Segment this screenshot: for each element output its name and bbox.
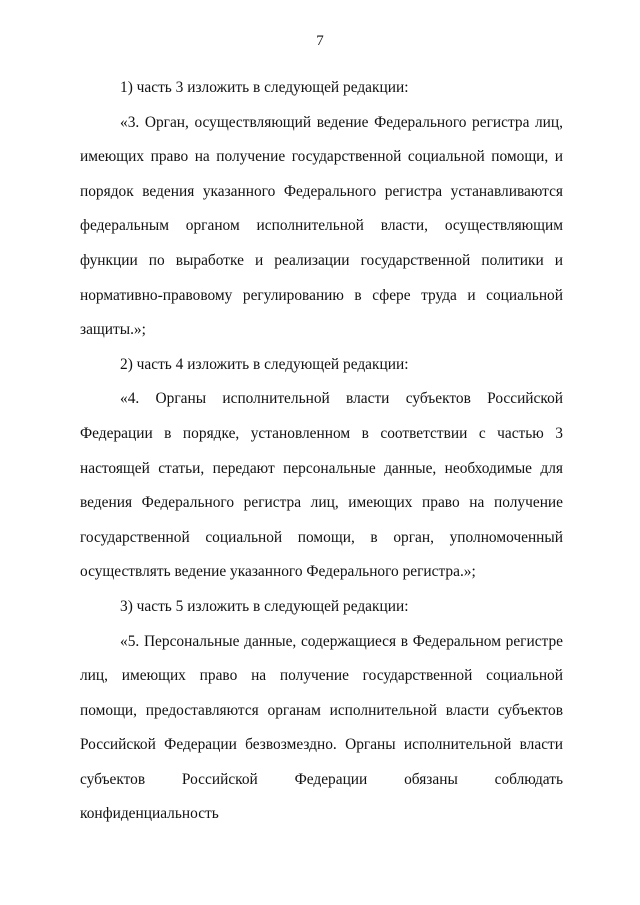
page-number: 7 — [316, 33, 324, 49]
paragraph-item-1: 1) часть 3 изложить в следующей редакции: — [120, 79, 409, 96]
paragraph-item-2: 2) часть 4 изложить в следующей редакции: — [120, 355, 409, 373]
paragraph-part-4-text: «4. Органы исполнительной власти субъектов Российской Федерации в порядке, установленном в соответствии с частью 3 настоящей статьи, передают персональные данные, необходимые для ведения Федерального регистра лиц, имеющих право на получение государственной социальной помощи, в орган, уполномоченный осуществлять ведение указанного Федерального регистра.»; — [80, 390, 563, 581]
paragraph-part-3-text: «3. Орган, осуществляющий ведение Федерального регистра лиц, имеющих право на получение государственной социальной помощи, и порядок ведения указанного Федерального регистра устанавливаются федеральным органом исполнительной власти, осуществляющим функции по выработке и реализации государственной политики и нормативно-правовому регулированию в сфере труда и социальной защиты.»; — [80, 113, 563, 339]
paragraph-item-3: 3) часть 5 изложить в следующей редакции: — [120, 597, 409, 615]
paragraph-part-5-text: «5. Персональные данные, содержащиеся в Федеральном регистре лиц, имеющих право на получение государственной социальной помощи, предоставляются органам исполнительной власти субъектов Российской Федерации безвозмездно. Органы исполнительной власти субъектов Российской Федерации обязаны соблюдать конфиденциальность — [80, 632, 563, 823]
document-body — [80, 71, 563, 832]
